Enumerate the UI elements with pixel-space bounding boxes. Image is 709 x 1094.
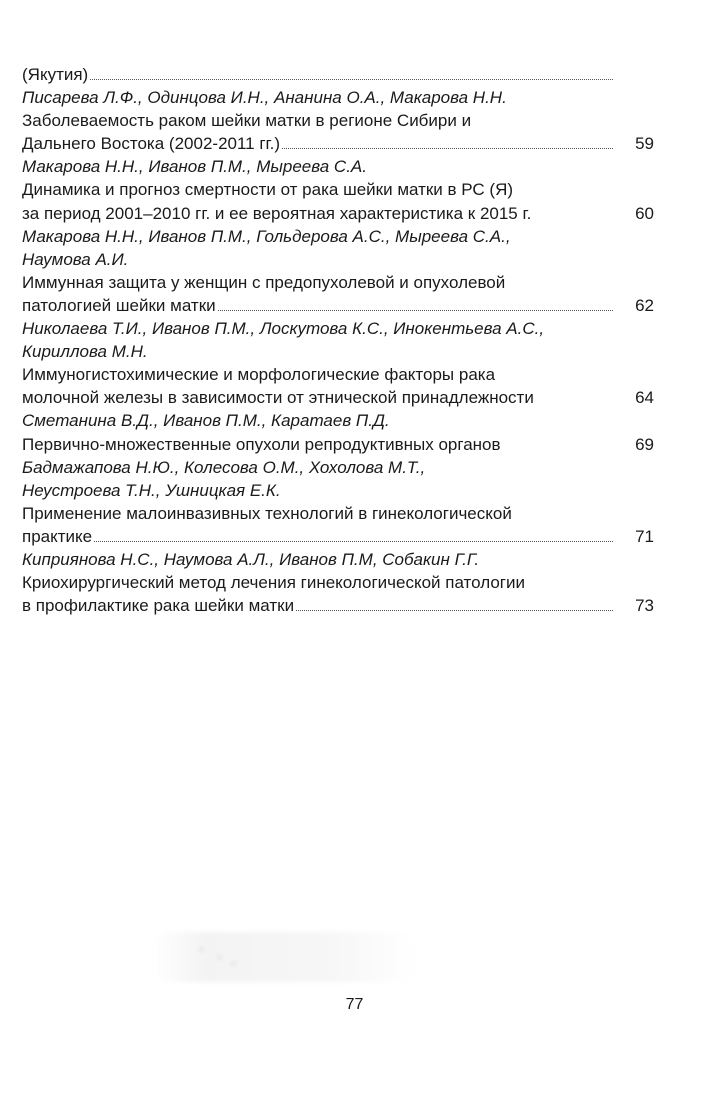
article-title-text: Иммуногистохимические и морфологические факторы рака: [22, 365, 496, 385]
authors-text: Кириллова М.Н.: [22, 342, 148, 362]
toc-title-line: [22, 433, 656, 456]
authors-text: Наумова А.И.: [22, 249, 129, 269]
toc-title-line: [22, 202, 656, 225]
authors-text: Сметанина В.Д., Иванов П.М., Каратаев П.Д.: [22, 411, 390, 431]
toc-title-line: [22, 294, 656, 317]
toc-authors-line: [22, 225, 656, 248]
toc-title-line: [22, 63, 656, 86]
toc-page-number: 71: [624, 525, 654, 548]
authors-text: Макарова Н.Н., Иванов П.М., Мыреева С.А.: [22, 157, 367, 177]
toc-authors-line: [22, 155, 656, 178]
toc-page-number: 64: [624, 386, 654, 409]
scan-speck: [200, 948, 203, 951]
toc-authors-line: [22, 340, 656, 363]
toc-title-line: [22, 178, 656, 201]
toc-authors-line: [22, 479, 656, 502]
toc-authors-line: [22, 248, 656, 271]
toc-page-number: 62: [624, 294, 654, 317]
article-title-text: Криохирургический метод лечения гинекологической патологии: [22, 573, 525, 593]
article-title-text: Первично-множественные опухоли репродуктивных органов: [22, 434, 501, 454]
authors-text: Николаева Т.И., Иванов П.М., Лоскутова К.С., Инокентьева А.С.,: [22, 319, 545, 339]
toc-authors-line: [22, 86, 656, 109]
article-title-text: (Якутия): [22, 65, 89, 84]
article-title-text: Заболеваемость раком шейки матки в регионе Сибири и: [22, 111, 472, 131]
article-title-text: Динамика и прогноз смертности от рака шейки матки в РС (Я): [22, 180, 514, 200]
table-of-contents: [22, 63, 656, 617]
toc-page-number: 60: [624, 202, 654, 225]
toc-authors-line: [22, 317, 656, 340]
toc-title-line: [22, 594, 656, 617]
article-title-text: патологией шейки матки: [22, 295, 216, 315]
toc-title-line: [22, 502, 656, 525]
toc-title-line: [22, 363, 656, 386]
article-title-text: в профилактике рака шейки матки: [22, 596, 295, 616]
article-title-text: Применение малоинвазивных технологий в гинекологической: [22, 503, 512, 523]
toc-title-line: [22, 386, 656, 409]
toc-title-line: [22, 271, 656, 294]
toc-title-line: [22, 571, 656, 594]
authors-text: Писарева Л.Ф., Одинцова И.Н., Ананина О.А., Макарова Н.Н.: [22, 88, 507, 108]
scan-speck: [232, 962, 235, 965]
authors-text: Киприянова Н.С., Наумова А.Л., Иванов П.М, Собакин Г.Г.: [22, 549, 480, 569]
article-title-text: Дальнего Востока (2002-2011 гг.): [22, 134, 281, 154]
toc-title-line: [22, 132, 656, 155]
page-number: 77: [345, 996, 364, 1013]
authors-text: Макарова Н.Н., Иванов П.М., Гольдерова А.С., Мыреева С.А.,: [22, 226, 511, 246]
toc-title-line: [22, 525, 656, 548]
toc-page-number: 59: [624, 132, 654, 155]
article-title-text: за период 2001–2010 гг. и ее вероятная характеристика к 2015 г.: [22, 203, 532, 223]
toc-title-line: [22, 109, 656, 132]
authors-text: Бадмажапова Н.Ю., Колесова О.М., Хохолова М.Т.,: [22, 457, 426, 477]
toc-page-number: 73: [624, 594, 654, 617]
toc-authors-line: [22, 548, 656, 571]
article-title-text: Иммунная защита у женщин с предопухолевой и опухолевой: [22, 272, 506, 292]
authors-text: Неустроева Т.Н., Ушницкая Е.К.: [22, 480, 281, 500]
scan-smudge: [152, 932, 414, 982]
toc-authors-line: [22, 409, 656, 432]
toc-page-number: 69: [624, 433, 654, 456]
article-title-text: практике: [22, 526, 93, 546]
scan-speck: [218, 956, 221, 959]
toc-authors-line: [22, 456, 656, 479]
article-title-text: молочной железы в зависимости от этнической принадлежности: [22, 388, 534, 408]
